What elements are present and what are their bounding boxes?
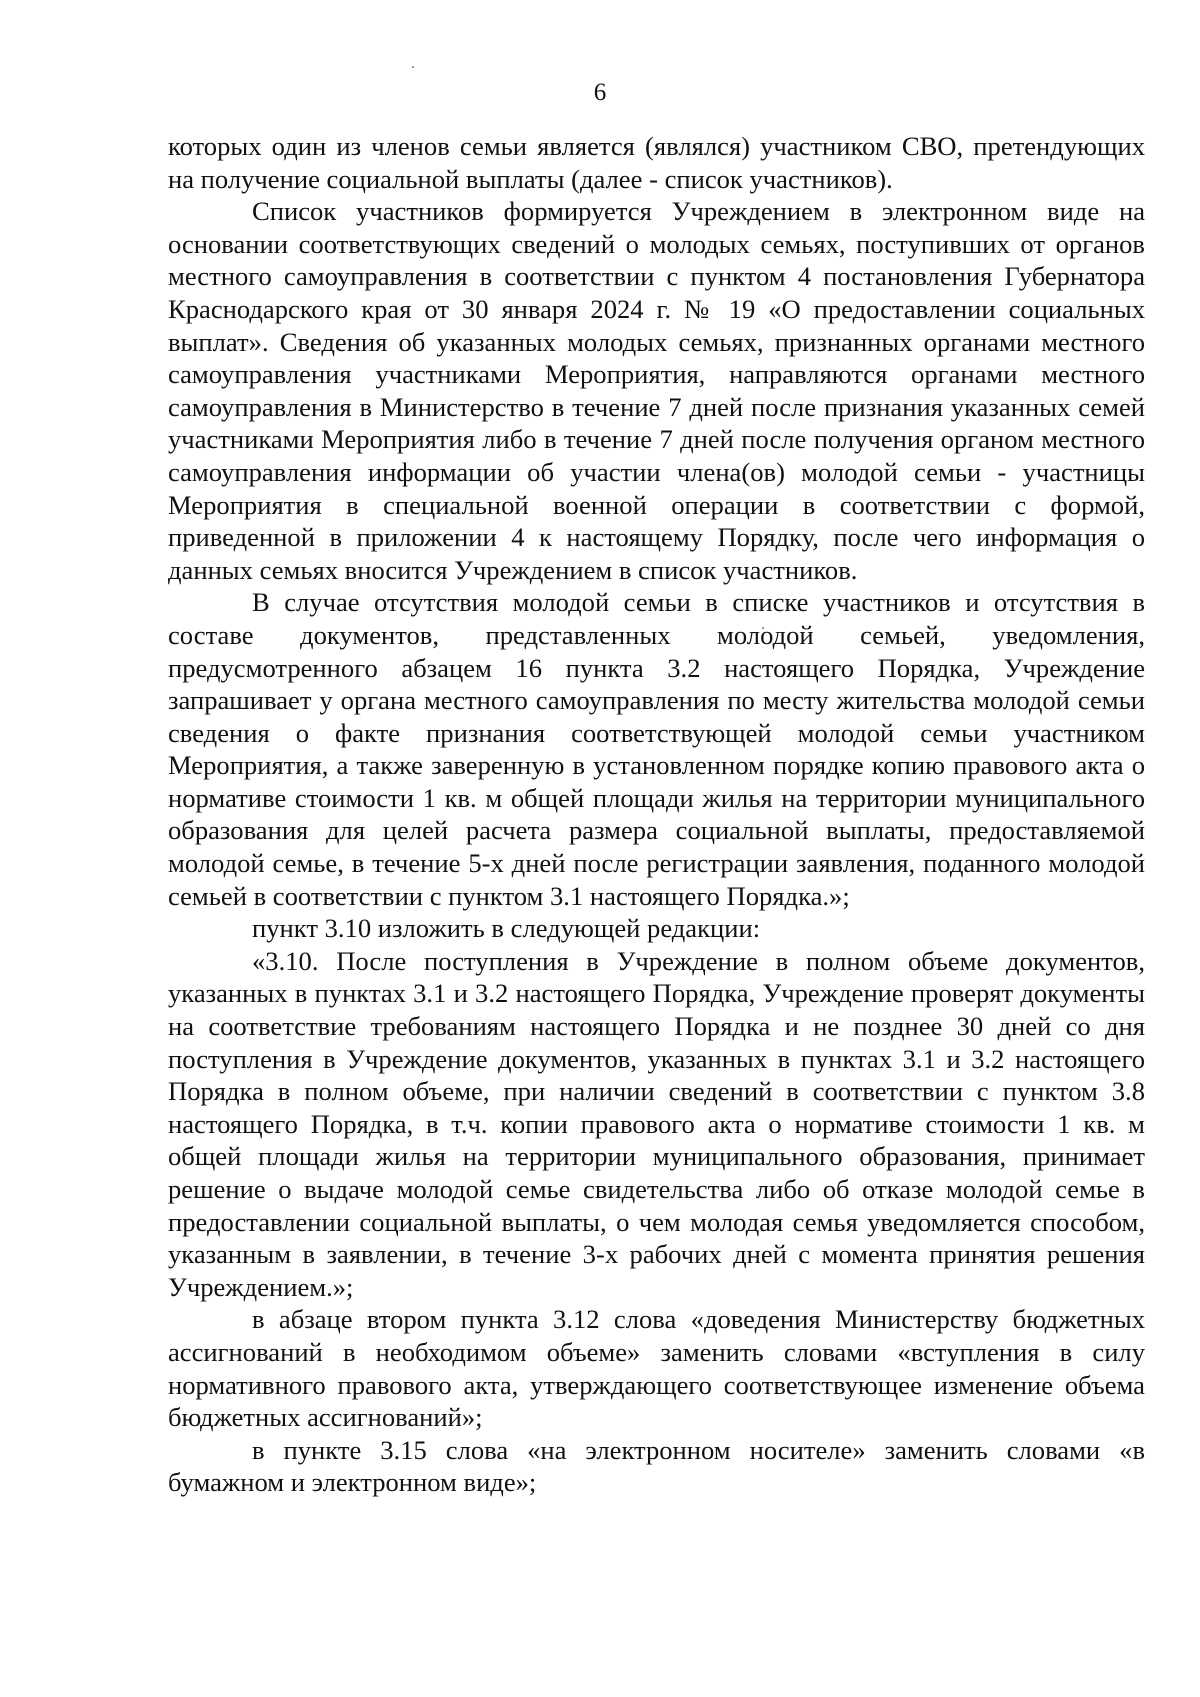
paragraph-clause-3-12: в абзаце втором пункта 3.12 слова «доведения Министерству бюджетных ассигнований в необходимом объеме» заменить словами «вступления в силу нормативного правового акта, утверждающего соответствующее изменение объема бюджетных ассигнований»; <box>168 1304 1145 1433</box>
paragraph-continuation: которых один из членов семьи является (являлся) участником СВО, претендующих на получение социальной выплаты (далее - список участников). <box>168 131 1145 194</box>
scan-speck <box>412 66 414 68</box>
paragraph-clause-3-10: «3.10. После поступления в Учреждение в полном объеме документов, указанных в пунктах 3.1 и 3.2 настоящего Порядка, Учреждение проверят документы на соответствие требованиям настоящего Порядка и не позднее 30 дней со дня поступления в Учреждение документов, указанных в пунктах 3.1 и 3.2 настоящего Порядка в полном объеме, при наличии сведений в соответствии с пунктом 3.8 настоящего Порядка, в т.ч. копии правового акта о нормативе стоимости 1 кв. м общей площади жилья на территории муниципального образования, принимает решение о выдаче молодой семье свидетельства либо об отказе молодой семье в предоставлении социальной выплаты, о чем молодая семья уведомляется способом, указанным в заявлении, в течение 3-х рабочих дней с момента принятия решения Учреждением.»; <box>168 945 1145 1302</box>
paragraph-absence-case: В случае отсутствия молодой семьи в списке участников и отсутствия в составе документов, представленных молодой семьей, уведомления, предусмотренного абзацем 16 пункта 3.2 настоящего Порядка, Учреждение запрашивает у органа местного самоуправления по месту жительства молодой семьи сведения о факте признания соответствующей молодой семьи участником Мероприятия, а также заверенную в установленном порядке копию правового акта о нормативе стоимости 1 кв. м общей площади жилья на территории муниципального образования для целей расчета размера социальной выплаты, предоставляемой молодой семье, в течение 5-х дней после регистрации заявления, поданного молодой семьей в соответствии с пунктом 3.1 настоящего Порядка.»; <box>168 587 1145 911</box>
page-number: 6 <box>593 79 607 106</box>
paragraph-clause-3-15: в пункте 3.15 слова «на электронном носителе» заменить словами «в бумажном и электронном виде»; <box>168 1434 1145 1498</box>
paragraph-participants-list: Список участников формируется Учреждением в электронном виде на основании соответствующих сведений о молодых семьях, поступивших от органов местного самоуправления в соответствии с пунктом 4 постановления Губернатора Краснодарского края от 30 января 2024 г. № 19 «О предоставлении социальных выплат». Сведения об указанных молодых семьях, признанных органами местного самоуправления участниками Мероприятия, направляются органами местного самоуправления в Министерство в течение 7 дней после признания указанных семей участниками Мероприятия либо в течение 7 дней после получения органом местного самоуправления информации об участии члена(ов) молодой семьи - участницы Мероприятия в специальной военной операции в соответствии с формой, приведенной в приложении 4 к настоящему Порядку, после чего информация о данных семьях вносится Учреждением в список участников. <box>168 196 1145 585</box>
paragraph-clause-3-10-intro: пункт 3.10 изложить в следующей редакции: <box>252 913 761 944</box>
document-body <box>168 130 1145 1499</box>
